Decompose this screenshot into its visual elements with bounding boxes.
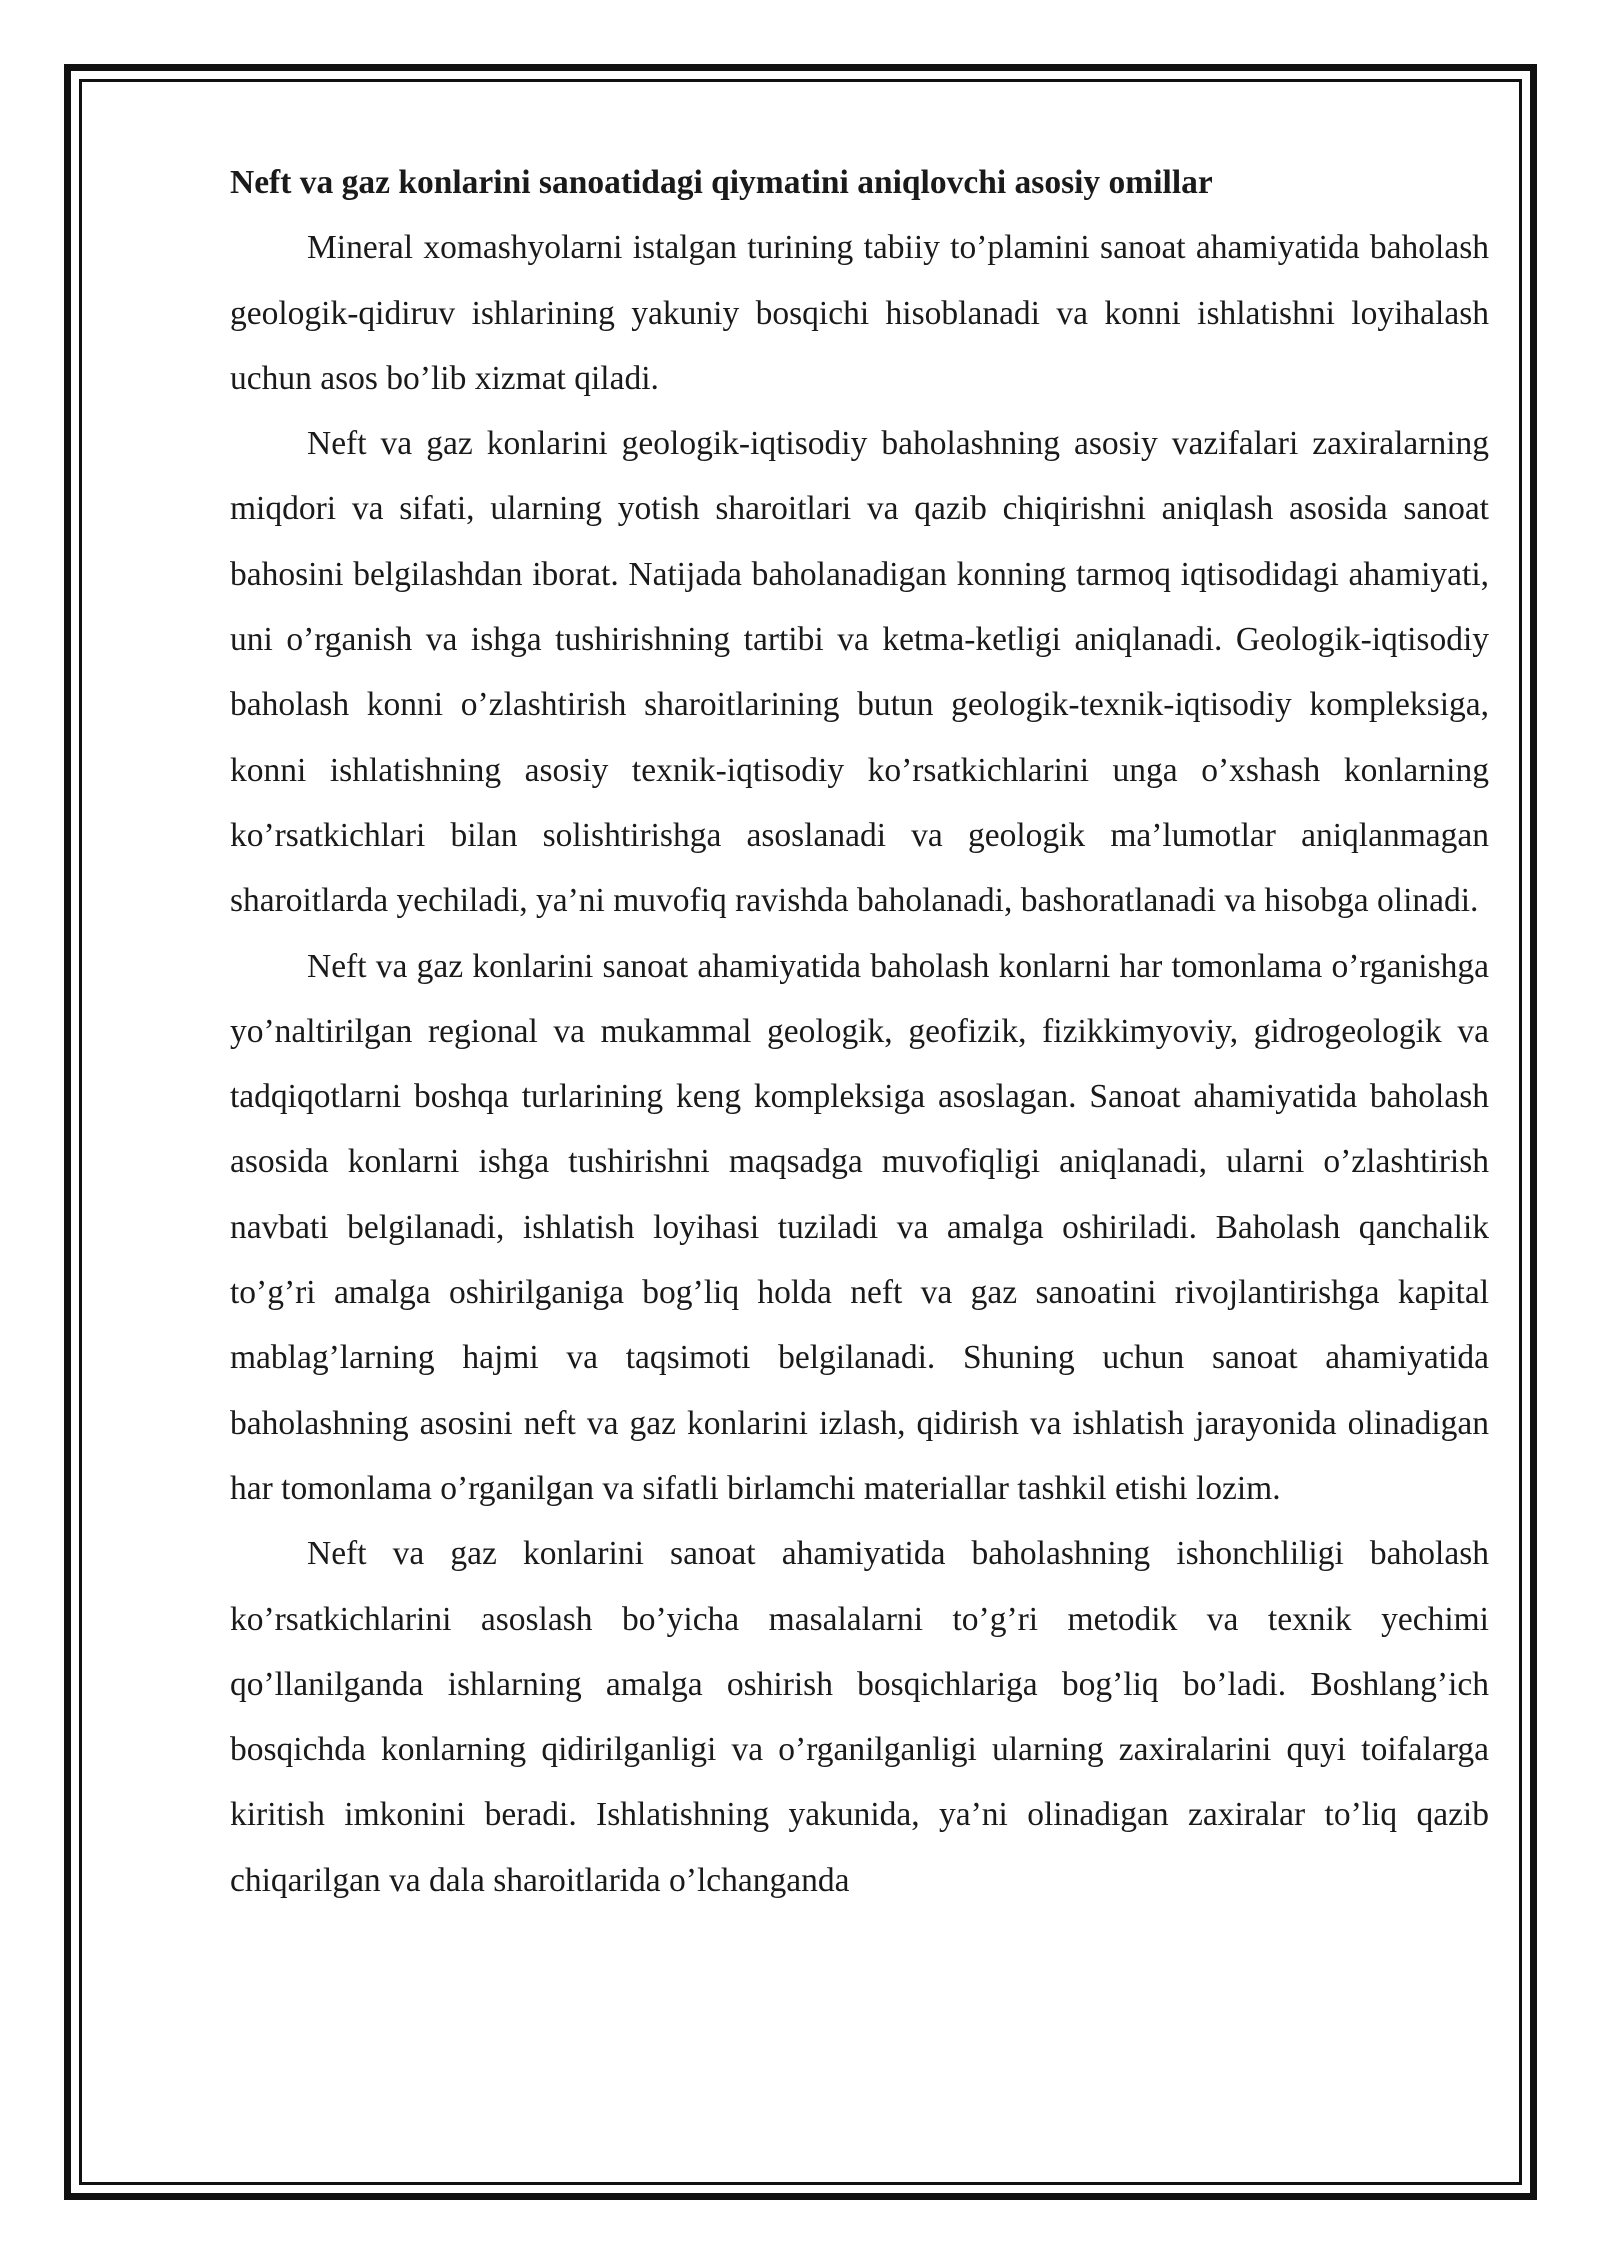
paragraph-2: Neft va gaz konlarini geologik-iqtisodiy baholashning asosiy vazifalari zaxiralarning miqdori va sifati, ularning yotish sharoitlari va qazib chiqirishni aniqlash asosida sanoat bahosini belgilashdan iborat. Natijada baholanadigan konning tarmoq iqtisodidagi ahamiyati, uni o’rganish va ishga tushirishning tartibi va ketma-ketligi aniqlanadi. Geologik-iqtisodiy baholash konni o’zlashtirish sharoitlarining butun geologik-texnik-iqtisodiy kompleksiga, konni ishlatishning asosiy texnik-iqtisodiy ko’rsatkichlarini unga o’xshash konlarning ko’rsatkichlari bilan solishtirishga asoslanadi va geologik ma’lumotlar aniqlanmagan sharoitlarda yechiladi, ya’ni muvofiq ravishda baholanadi, bashoratlanadi va hisobga olinadi. xyxy=(230,425,1489,920)
paragraph-4: Neft va gaz konlarini sanoat ahamiyatida baholashning ishonchliligi baholash ko’rsatkichlarini asoslash bo’yicha masalalarni to’g’ri metodik va texnik yechimi qo’llanilganda ishlarning amalga oshirish bosqichlariga bog’liq bo’ladi. Boshlang’ich bosqichda konlarning qidirilganligi va o’rganilganligi ularning zaxiralarini quyi toifalarga kiritish imkonini beradi. Ishlatishning yakunida, ya’ni olinadigan zaxiralar to’liq qazib chiqarilgan va dala sharoitlarida o’lchanganda xyxy=(230,1535,1489,1899)
document-body xyxy=(230,150,1489,1913)
paragraph-3: Neft va gaz konlarini sanoat ahamiyatida baholash konlarni har tomonlama o’rganishga yo’naltirilgan regional va mukammal geologik, geofizik, fizikkimyoviy, gidrogeologik va tadqiqotlarni boshqa turlarining keng kompleksiga asoslagan. Sanoat ahamiyatida baholash asosida konlarni ishga tushirishni maqsadga muvofiqligi aniqlanadi, ularni o’zlashtirish navbati belgilanadi, ishlatish loyihasi tuziladi va amalga oshiriladi. Baholash qanchalik to’g’ri amalga oshirilganiga bog’liq holda neft va gaz sanoatini rivojlantirishga kapital mablag’larning hajmi va taqsimoti belgilanadi. Shuning uchun sanoat ahamiyatida baholashning asosini neft va gaz konlarini izlash, qidirish va ishlatish jarayonida olinadigan har tomonlama o’rganilgan va sifatli birlamchi materiallar tashkil etishi lozim. xyxy=(230,947,1489,1507)
document-title: Neft va gaz konlarini sanoatidagi qiymatini aniqlovchi asosiy omillar xyxy=(230,164,1213,201)
paragraph-1: Mineral xomashyolarni istalgan turining tabiiy to’plamini sanoat ahamiyatida baholash geologik-qidiruv ishlarining yakuniy bosqichi hisoblanadi va konni ishlatishni loyihalash uchun asos bo’lib xizmat qiladi. xyxy=(230,229,1489,397)
